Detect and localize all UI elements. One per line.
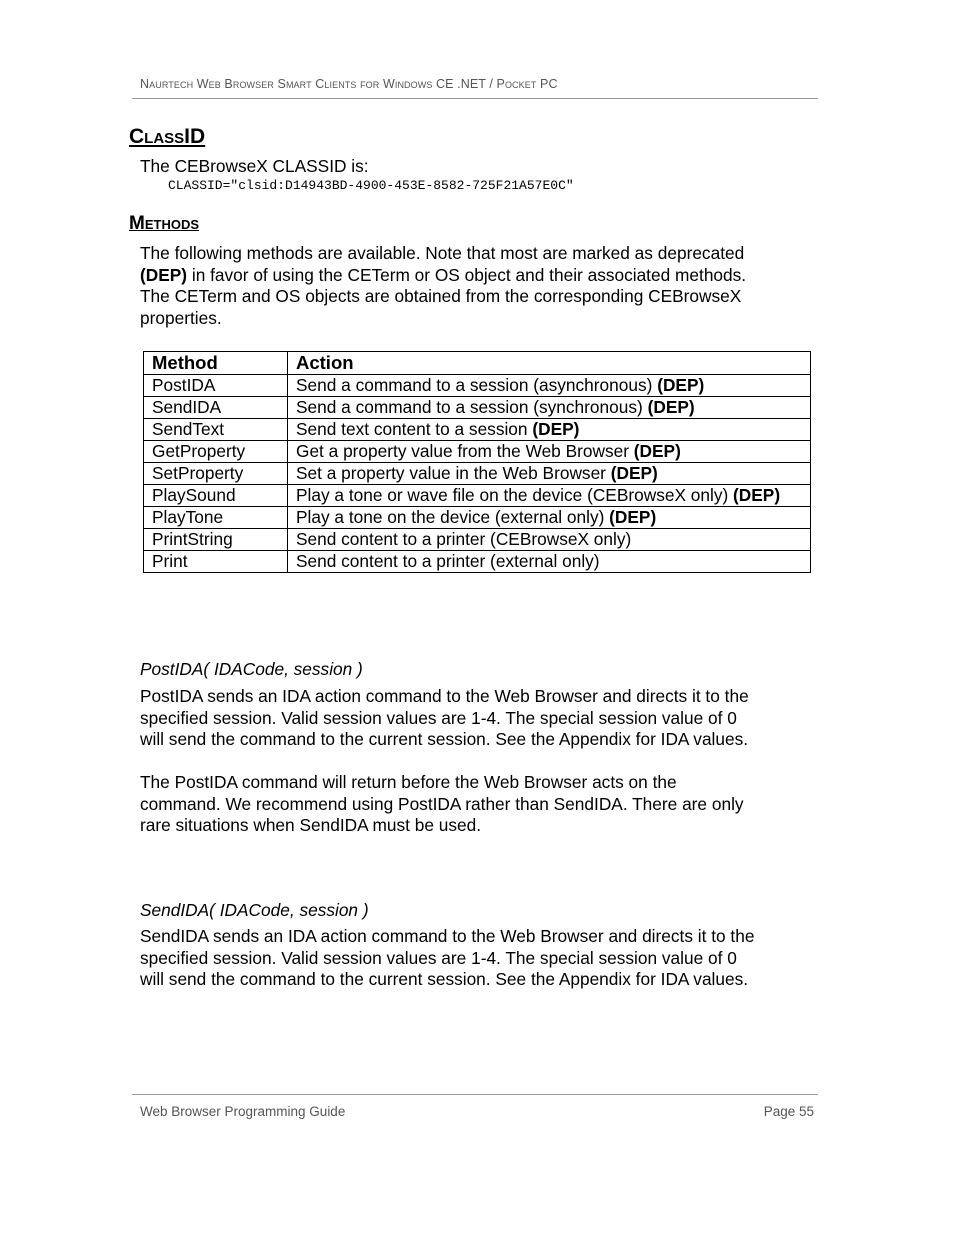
methods-intro-text: in favor of using the CETerm or OS object and their associated methods. [187, 264, 747, 285]
table-row [144, 463, 811, 485]
page-number: Page 55 [763, 1104, 814, 1119]
method-cell: GetProperty [144, 441, 288, 463]
paragraph-line: rare situations when SendIDA must be used. [140, 815, 482, 836]
classid-code: CLASSID="clsid:D14943BD-4900-453E-8582-725F21A57E0C" [168, 178, 574, 193]
table-row [144, 551, 811, 573]
methods-intro-line: The following methods are available. Note that most are marked as deprecated [140, 243, 745, 263]
action-text: Send text content to a session [296, 419, 533, 439]
table-row [144, 529, 811, 551]
method-cell: SetProperty [144, 463, 288, 485]
table-row [144, 485, 811, 507]
header-divider [132, 98, 818, 99]
paragraph-line: SendIDA sends an IDA action command to the Web Browser and directs it to the [140, 926, 755, 946]
table-header-row [144, 352, 811, 375]
action-text: Play a tone or wave file on the device (CEBrowseX only) [296, 485, 734, 505]
action-cell [288, 485, 811, 507]
action-cell [288, 397, 811, 419]
action-text: Play a tone on the device (external only) [296, 507, 610, 527]
action-text: Send a command to a session (asynchronous) [296, 375, 658, 395]
paragraph-line: will send the command to the current session. See the Appendix for IDA values. [140, 969, 749, 990]
postida-description [140, 686, 820, 751]
method-cell: PlayTone [144, 507, 288, 529]
dep-marker: (DEP) [633, 441, 681, 461]
sendida-description [140, 926, 820, 991]
action-text: Send content to a printer (external only) [296, 551, 600, 571]
table-row [144, 419, 811, 441]
action-text: Send a command to a session (synchronous) [296, 397, 648, 417]
dep-marker: (DEP) [532, 419, 580, 439]
postida-note [140, 772, 820, 837]
dep-marker: (DEP) [647, 397, 695, 417]
method-cell: PlaySound [144, 485, 288, 507]
action-text: Get a property value from the Web Browser [296, 441, 634, 461]
action-cell [288, 375, 811, 397]
paragraph-line: command. We recommend using PostIDA rather than SendIDA. There are only [140, 793, 744, 814]
dep-marker: (DEP) [609, 507, 657, 527]
column-header-action: Action [288, 352, 811, 375]
methods-heading: Methods [129, 213, 199, 234]
column-header-method: Method [144, 352, 288, 375]
table-row [144, 397, 811, 419]
postida-signature: PostIDA( IDACode, session ) [140, 659, 363, 679]
methods-intro [140, 243, 820, 330]
paragraph-line: will send the command to the current session. See the Appendix for IDA values. [140, 729, 749, 750]
paragraph-line: specified session. Valid session values are 1-4. The special session value of 0 [140, 707, 737, 728]
methods-intro-line [140, 265, 820, 287]
action-cell [288, 529, 811, 551]
action-text: Send content to a printer (CEBrowseX only) [296, 529, 632, 549]
methods-table [143, 351, 811, 573]
method-cell: SendText [144, 419, 288, 441]
classid-intro: The CEBrowseX CLASSID is: [140, 156, 369, 176]
paragraph-line: The PostIDA command will return before the Web Browser acts on the [140, 772, 677, 792]
action-cell [288, 463, 811, 485]
dep-marker: (DEP) [610, 463, 658, 483]
method-cell: PostIDA [144, 375, 288, 397]
action-cell [288, 441, 811, 463]
sendida-signature: SendIDA( IDACode, session ) [140, 900, 369, 920]
dep-marker: (DEP) [733, 485, 781, 505]
running-header: Naurtech Web Browser Smart Clients for Windows CE .NET / Pocket PC [140, 77, 558, 91]
action-text: Set a property value in the Web Browser [296, 463, 611, 483]
dep-marker: (DEP) [657, 375, 705, 395]
action-cell [288, 419, 811, 441]
table-row [144, 441, 811, 463]
methods-intro-line: The CETerm and OS objects are obtained from the corresponding CEBrowseX [140, 286, 742, 307]
method-cell: PrintString [144, 529, 288, 551]
footer-guide-title: Web Browser Programming Guide [140, 1104, 346, 1119]
methods-intro-line: properties. [140, 308, 222, 329]
table-row [144, 375, 811, 397]
footer-divider [132, 1094, 818, 1095]
classid-heading: ClassID [129, 125, 206, 148]
paragraph-line: PostIDA sends an IDA action command to the Web Browser and directs it to the [140, 686, 749, 706]
action-cell [288, 551, 811, 573]
paragraph-line: specified session. Valid session values are 1-4. The special session value of 0 [140, 947, 737, 968]
method-cell: Print [144, 551, 288, 573]
dep-marker: (DEP) [140, 264, 188, 285]
table-row [144, 507, 811, 529]
method-cell: SendIDA [144, 397, 288, 419]
action-cell [288, 507, 811, 529]
